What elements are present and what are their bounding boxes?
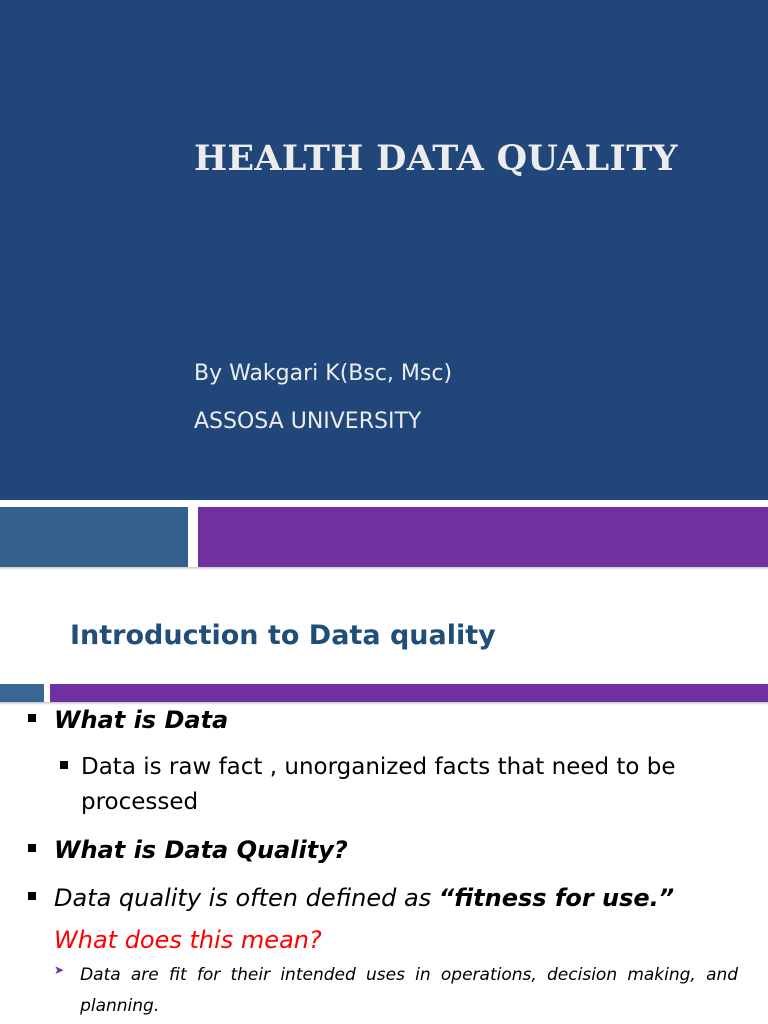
bullet-text: [54, 882, 674, 914]
author-line: By Wakgari K(Bsc, Msc): [194, 361, 453, 386]
accent-bar-purple: [198, 507, 768, 567]
heading-bar-purple: [50, 684, 768, 702]
university-line: ASSOSA UNIVERSITY: [194, 409, 422, 434]
title-slide: [0, 0, 768, 500]
bullet-text: Data are fit for their intended uses in operations, decision making, and planning.: [80, 965, 739, 1016]
slide-divider: [0, 500, 768, 507]
bullet-fitness-for-use: [28, 882, 674, 914]
sub-bullet-fit-for-uses: [54, 960, 738, 1022]
section-heading: Introduction to Data quality: [70, 620, 496, 651]
accent-bar-shadow: [0, 567, 768, 570]
square-bullet-icon: [28, 844, 36, 852]
question-text: What does this mean?: [54, 926, 322, 954]
bullet-what-is-data: [28, 704, 228, 736]
arrow-bullet-icon: ➤: [54, 963, 65, 977]
bullet-text-emphasis: “fitness for use.”: [438, 884, 675, 912]
square-bullet-icon: [28, 714, 36, 722]
accent-bar-blue: [0, 507, 188, 567]
presentation-title: HEALTH DATA QUALITY: [194, 138, 678, 179]
bullet-text: What is Data Quality?: [54, 836, 348, 864]
sub-bullet-data-definition: [60, 750, 721, 820]
bullet-what-is-data-quality: [28, 834, 348, 866]
square-bullet-icon: [28, 892, 36, 900]
square-bullet-icon: [60, 761, 68, 769]
bullet-text: Data is raw fact , unorganized facts that need to be processed: [81, 754, 676, 815]
bullet-text: What is Data: [54, 706, 229, 734]
bullet-text-plain: Data quality is often defined as: [54, 884, 439, 912]
heading-bar-blue: [0, 684, 44, 702]
